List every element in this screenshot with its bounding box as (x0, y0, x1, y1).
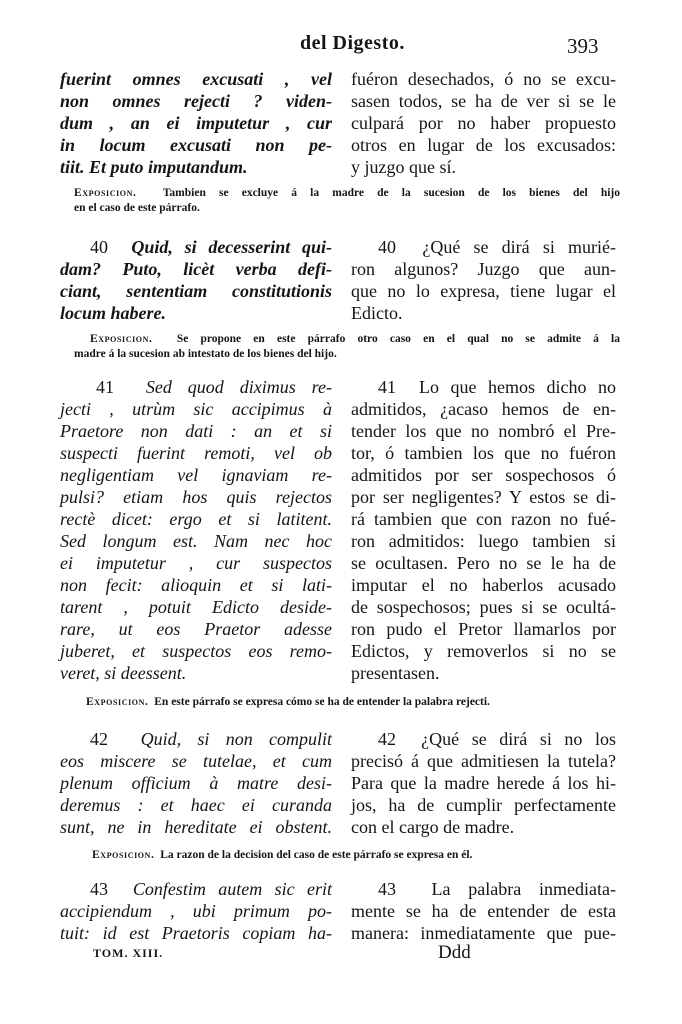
exposicion-text: madre á la sucesion ab intestato de los bienes del hijo. (74, 348, 337, 360)
spanish-column-block43 (378, 878, 616, 900)
spanish-line: sasen todos, se ha de ver si se le (351, 91, 616, 111)
paragraph-number: 41 (378, 377, 396, 397)
spanish-line: presentasen. (351, 663, 440, 683)
spanish-line: ron admitidos: luego tambien si (351, 531, 616, 551)
exposicion-block40 (74, 332, 620, 362)
latin-line: accipiendum , ubi primum po- (60, 901, 332, 921)
latin-line: jecti , utrùm sic accipimus à (60, 399, 332, 419)
latin-line: rare, ut eos Praetor adesse (60, 619, 332, 639)
spanish-line: con el cargo de madre. (351, 817, 515, 837)
exposicion-text: en el caso de este párrafo. (74, 202, 200, 214)
exposicion-label: Exposicion. (90, 333, 153, 345)
spanish-column-block41-cont (351, 398, 616, 684)
latin-column-block40 (90, 236, 332, 258)
latin-column-block1 (60, 68, 332, 178)
latin-line: Sed quod diximus re- (145, 377, 332, 397)
spanish-line: Lo que hemos dicho no (419, 377, 616, 397)
spanish-line: ron pudo el Pretor llamarlos por (351, 619, 616, 639)
latin-line: suspecti fuerint remoti, vel ob (60, 443, 332, 463)
spanish-line: imputar el no haberlos acusado (351, 575, 616, 595)
spanish-line: precisó á que admitiesen la tutela? (351, 751, 616, 771)
latin-line: Praetore non dati : an et si (60, 421, 332, 441)
latin-line: Quid, si non compulit (140, 729, 333, 749)
spanish-column-block42 (378, 728, 616, 750)
spanish-line: mente se ha de entender de esta (351, 901, 616, 921)
latin-line: Quid, si decesserint qui- (131, 237, 333, 257)
latin-line: dam? Puto, licèt verba defi- (60, 259, 332, 279)
spanish-line: tender los que no nombró el Pre- (351, 421, 616, 441)
spanish-line: Edicto. (351, 303, 403, 323)
spanish-line: manera: inmediatamente que pue- (351, 923, 616, 943)
spanish-line: ¿Qué se dirá si no los (421, 729, 617, 749)
page-number: 393 (567, 34, 599, 58)
spanish-line: ron algunos? Juzgo que aun- (351, 259, 616, 279)
latin-line: fuerint omnes excusati , vel (60, 69, 332, 89)
latin-column-block43-cont (60, 900, 332, 944)
latin-column-block40-cont (60, 258, 332, 324)
paragraph-number: 40 (90, 237, 108, 257)
spanish-line: y juzgo que sí. (351, 157, 456, 177)
latin-line: tarent , potuit Edicto deside- (60, 597, 332, 617)
latin-column-block43 (90, 878, 332, 900)
spanish-line: admitidos, ¿acaso hemos de en- (351, 399, 616, 419)
spanish-line: tor, ó tambien los que no fuéron (351, 443, 616, 463)
spanish-column-block40 (378, 236, 616, 258)
running-title: del Digesto. (300, 32, 405, 54)
spanish-line: fuéron desechados, ó no se excu- (351, 69, 616, 89)
spanish-line: ¿Qué se dirá si murié- (422, 237, 616, 257)
spanish-column-block41 (378, 376, 616, 398)
paragraph-number: 43 (90, 879, 108, 899)
latin-column-block42 (90, 728, 332, 750)
latin-line: Sed longum est. Nam nec hoc (60, 531, 332, 551)
spanish-line: La palabra inmediata- (431, 879, 616, 899)
paragraph-number: 42 (90, 729, 108, 749)
spanish-line: por ser negligentes? Y estos se di- (351, 487, 616, 507)
exposicion-label: Exposicion. (74, 187, 137, 199)
latin-line: juberet, et suspectos eos remo- (60, 641, 332, 661)
latin-column-block42-cont (60, 750, 332, 838)
latin-line: ei imputetur , cur suspectos (60, 553, 332, 573)
latin-line: tiit. Et puto imputandum. (60, 157, 248, 177)
exposicion-block1 (74, 186, 620, 216)
spanish-line: se ocultasen. Pero no se le ha de (351, 553, 616, 573)
latin-line: negligentiam vel ignaviam re- (60, 465, 332, 485)
exposicion-block41 (86, 695, 616, 710)
latin-line: ciant, sententiam constitutionis (60, 281, 332, 301)
spanish-column-block1 (351, 68, 616, 178)
latin-column-block41-cont (60, 398, 332, 684)
paragraph-number: 41 (96, 377, 114, 397)
signature-mark: TOM. XIII. (93, 946, 164, 960)
spanish-line: rá tambien que con razon no fué- (351, 509, 616, 529)
latin-line: non omnes rejecti ? viden- (60, 91, 332, 111)
paragraph-number: 43 (378, 879, 396, 899)
exposicion-text: Se propone en este párrafo otro caso en el qual no se admite á la (176, 333, 620, 345)
latin-line: pulsi? etiam hos quis rejectos (60, 487, 332, 507)
latin-line: veret, si deessent. (60, 663, 187, 683)
latin-line: in locum excusati non pe- (60, 135, 332, 155)
spanish-line: culpará por no haber propuesto (351, 113, 616, 133)
latin-line: rectè dicet: ergo et si latitent. (60, 509, 332, 529)
latin-line: dum , an ei imputetur , cur (60, 113, 332, 133)
latin-line: locum habere. (60, 303, 166, 323)
exposicion-text: En este párrafo se expresa cómo se ha de entender la palabra rejecti. (154, 696, 490, 708)
exposicion-label: Exposicion. (86, 696, 149, 708)
latin-column-block41 (96, 376, 332, 398)
spanish-line: que no lo expresa, tiene lugar el (351, 281, 616, 301)
exposicion-text: La razon de la decision del caso de este párrafo se expresa en él. (160, 849, 473, 861)
latin-line: tuit: id est Praetoris copiam ha- (60, 923, 332, 943)
spanish-line: otros en lugar de los excusados: (351, 135, 616, 155)
spanish-column-block42-cont (351, 750, 616, 838)
catchword: Ddd (438, 942, 471, 963)
latin-line: non fecit: alioquin et si lati- (60, 575, 332, 595)
exposicion-block42 (92, 848, 616, 863)
paragraph-number: 40 (378, 237, 396, 257)
spanish-line: admitidos por ser sospechosos ó (351, 465, 616, 485)
latin-line: eos miscere se tutelae, et cum (60, 751, 332, 771)
latin-line: deremus : et haec ei curanda (60, 795, 332, 815)
spanish-line: de sospechosos; pues si se ocultá- (351, 597, 616, 617)
spanish-line: jos, ha de cumplir perfectamente (351, 795, 616, 815)
spanish-line: Edictos, y removerlos si no se (351, 641, 616, 661)
spanish-line: Para que la madre herede á los hi- (351, 773, 616, 793)
paragraph-number: 42 (378, 729, 396, 749)
spanish-column-block40-cont (351, 258, 616, 324)
exposicion-text: Tambien se excluye á la madre de la sucesion de los bienes del hijo (162, 187, 620, 199)
exposicion-label: Exposicion. (92, 849, 155, 861)
latin-line: Confestim autem sic erit (132, 879, 333, 899)
latin-line: plenum officium à matre desi- (60, 773, 332, 793)
latin-line: sunt, ne in hereditate ei obstent. (60, 817, 332, 837)
spanish-column-block43-cont (351, 900, 616, 944)
